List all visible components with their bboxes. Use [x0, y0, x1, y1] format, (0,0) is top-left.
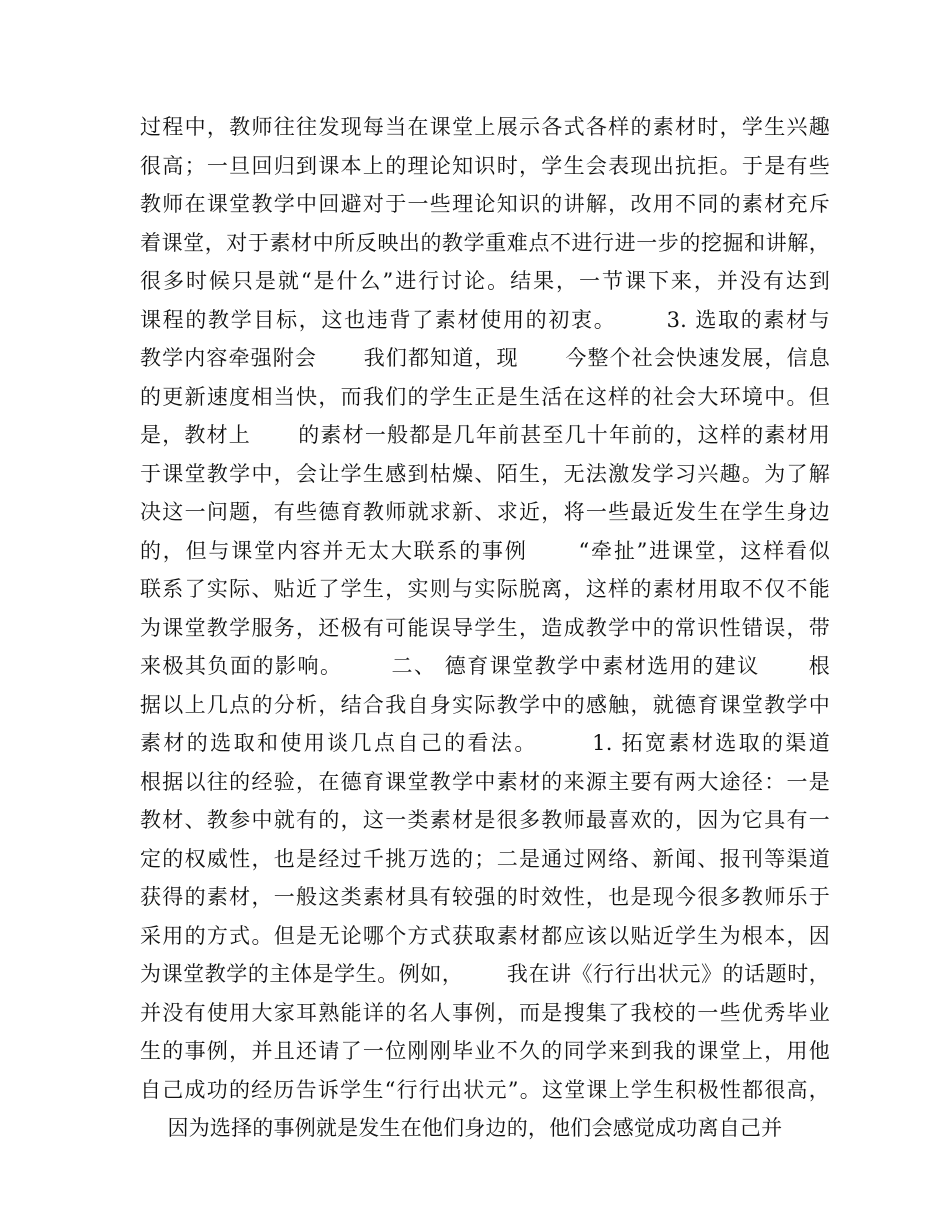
text-line: 据以上几点的分析，结合我自身实际教学中的感触，就德育课堂教学中: [140, 692, 830, 717]
text-line: 课程的教学目标，这也违背了素材使用的初衷。 3. 选取的素材与: [140, 307, 830, 332]
text-line: 生的事例，并且还请了一位刚刚毕业不久的同学来到我的课堂上，用他: [140, 1039, 830, 1063]
text-line: 于课堂教学中，会让学生感到枯燥、陌生，无法激发学习兴趣。为了解: [140, 461, 830, 486]
text-line: 素材的选取和使用谈几点自己的看法。 1. 拓宽素材选取的渠道: [140, 731, 830, 755]
text-line: 教材、教参中就有的，这一类素材是很多教师最喜欢的，因为它具有一: [140, 808, 830, 832]
text-line: 教师在课堂教学中回避对于一些理论知识的讲解，改用不同的素材充斥: [140, 192, 830, 216]
text-line: 来极其负面的影响。 二、 德育课堂教学中素材选用的建议 根: [140, 654, 830, 678]
text-line: 联系了实际、贴近了学生，实则与实际脱离，这样的素材用取不仅不能: [140, 577, 830, 601]
text-line: 过程中，教师往往发现每当在课堂上展示各式各样的素材时，学生兴趣: [140, 115, 830, 139]
text-line: 采用的方式。但是无论哪个方式获取素材都应该以贴近学生为根本，因: [140, 923, 830, 948]
text-line: 的，但与课堂内容并无太大联系的事例 “牵扯”进课堂，这样看似: [140, 538, 830, 563]
text-line: 因为选择的事例就是发生在他们身边的，他们会感觉成功离自己并: [140, 1116, 783, 1140]
text-line: 为课堂教学的主体是学生。例如， 我在讲《行行出状元》的话题时，: [140, 962, 830, 986]
text-line: 自己成功的经历告诉学生“行行出状元”。这堂课上学生积极性都很高，: [140, 1077, 830, 1102]
body-text: [140, 108, 830, 1148]
text-line: 为课堂教学服务，还极有可能误导学生，造成教学中的常识性错误，带: [140, 615, 830, 640]
text-line: 着课堂，对于素材中所反映出的教学重难点不进行进一步的挖掘和讲解，: [140, 230, 830, 255]
text-line: 很多时候只是就“是什么”进行讨论。结果，一节课下来，并没有达到: [140, 269, 830, 293]
text-line: 教学内容牵强附会 我们都知道，现 今整个社会快速发展，信息: [140, 346, 830, 370]
text-line: 并没有使用大家耳熟能详的名人事例，而是搜集了我校的一些优秀毕业: [140, 1000, 830, 1025]
text-line: 是，教材上 的素材一般都是几年前甚至几十年前的，这样的素材用: [140, 423, 830, 447]
text-line: 根据以往的经验，在德育课堂教学中素材的来源主要有两大途径：一是: [140, 769, 830, 794]
text-line: 的更新速度相当快，而我们的学生正是生活在这样的社会大环境中。但: [140, 384, 830, 409]
text-line: 获得的素材，一般这类素材具有较强的时效性，也是现今很多教师乐于: [140, 885, 830, 909]
text-line: 决这一问题，有些德育教师就求新、求近，将一些最近发生在学生身边: [140, 500, 830, 524]
text-line: 很高；一旦回归到课本上的理论知识时，学生会表现出抗拒。于是有些: [140, 153, 830, 178]
text-line: 定的权威性，也是经过千挑万选的；二是通过网络、新闻、报刊等渠道: [140, 846, 830, 871]
